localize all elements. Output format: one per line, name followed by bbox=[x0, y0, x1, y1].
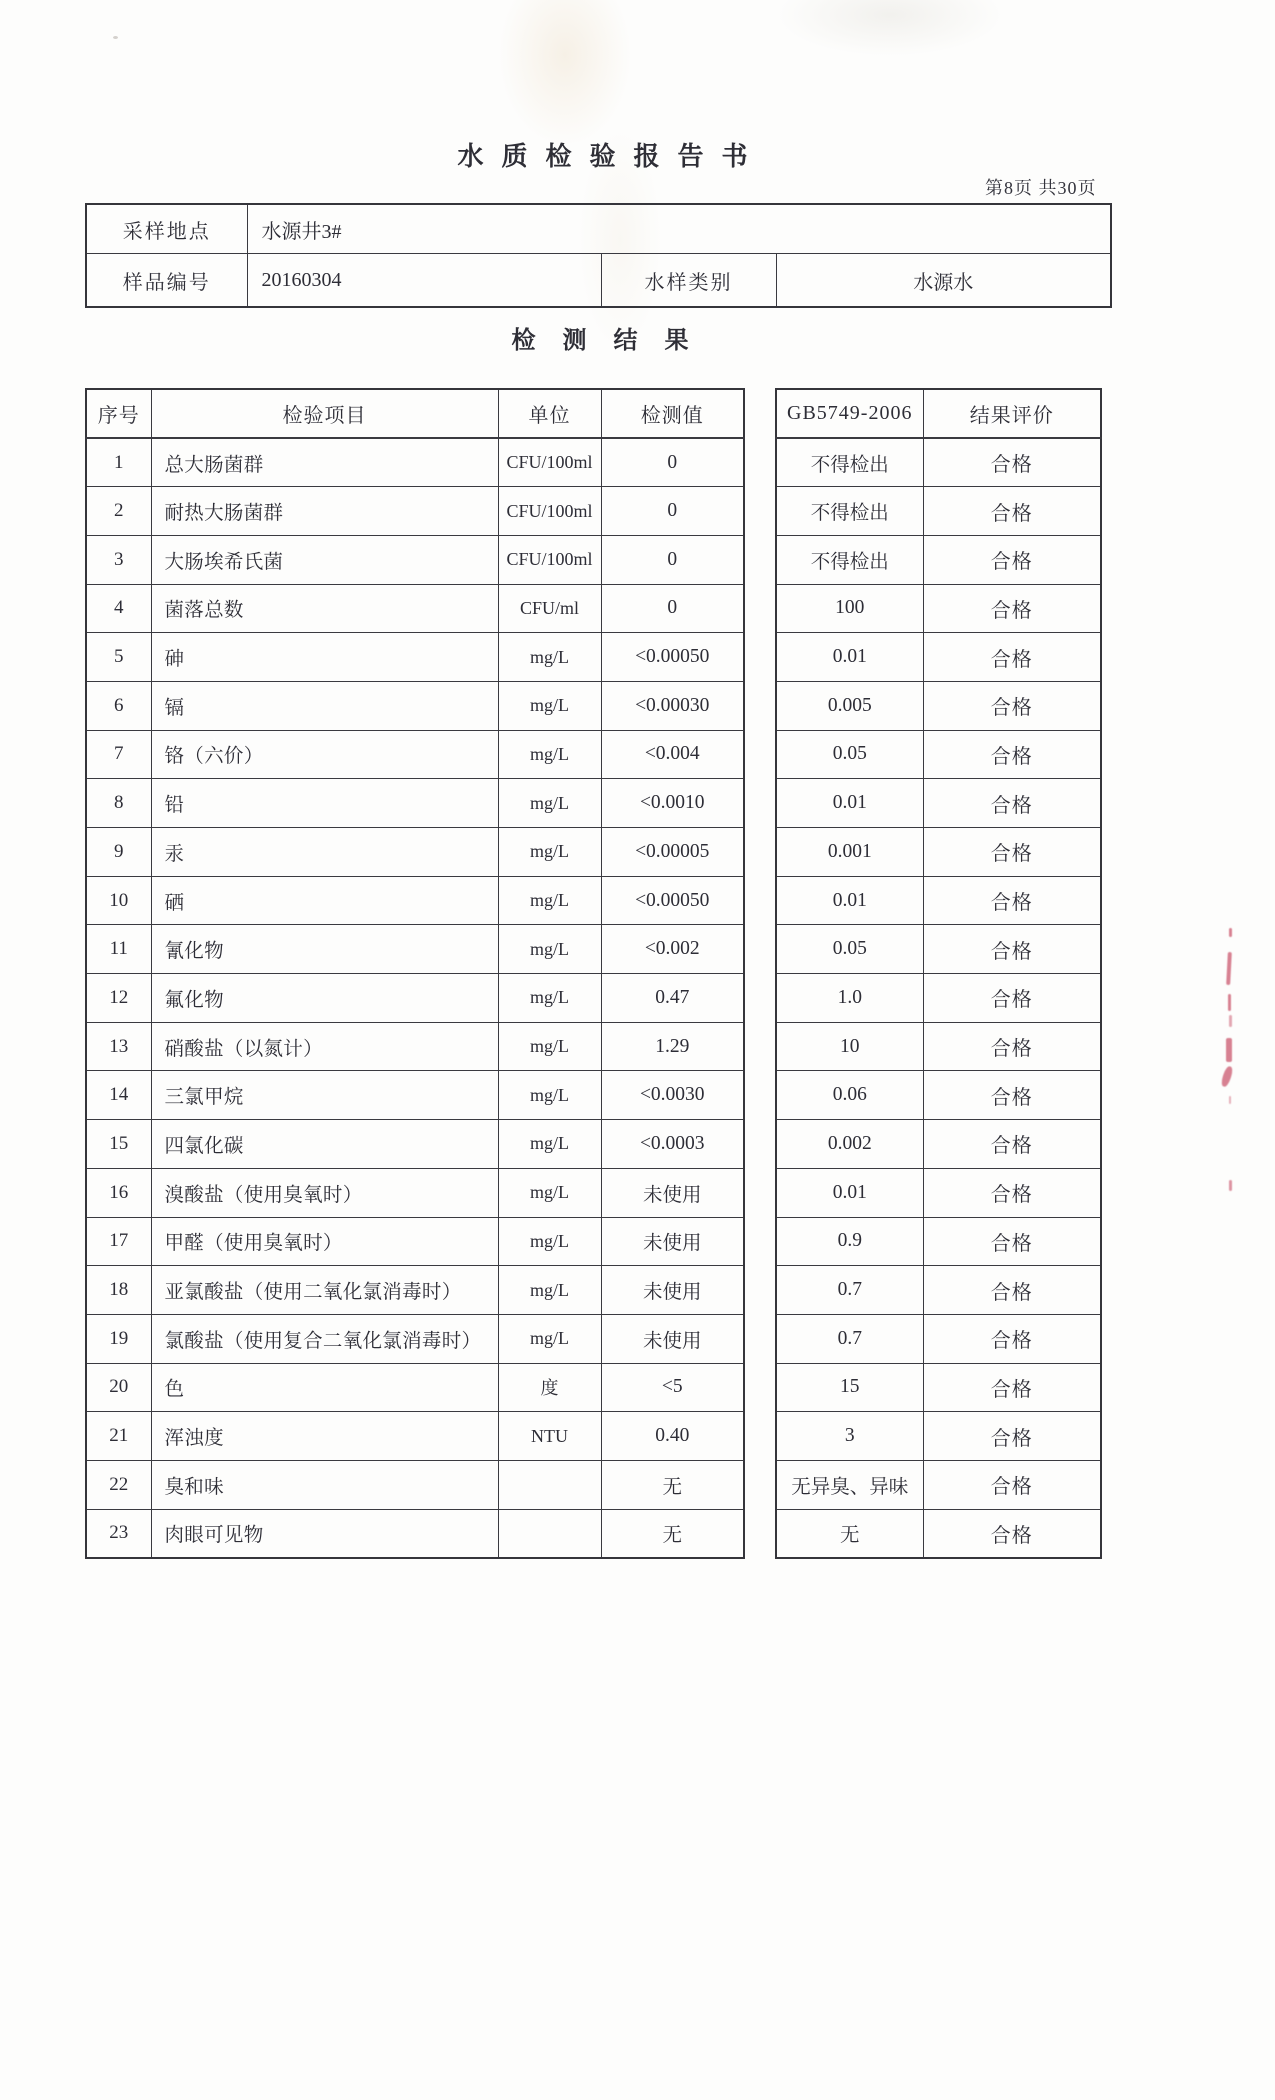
cell-standard: 0.05 bbox=[776, 730, 923, 779]
cell-value: 0 bbox=[601, 584, 744, 633]
cell-no: 20 bbox=[86, 1363, 151, 1412]
cell-unit: 度 bbox=[498, 1363, 601, 1412]
cell-evaluation: 合格 bbox=[923, 1412, 1101, 1461]
cell-value: <0.004 bbox=[601, 730, 744, 779]
cell-value: 未使用 bbox=[601, 1314, 744, 1363]
cell-evaluation: 合格 bbox=[923, 876, 1101, 925]
cell-standard: 1.0 bbox=[776, 974, 923, 1023]
table-row bbox=[776, 633, 1101, 682]
table-row bbox=[776, 1266, 1101, 1315]
column-header-unit: 单位 bbox=[498, 389, 601, 438]
cell-item: 总大肠菌群 bbox=[151, 438, 498, 487]
table-row bbox=[776, 779, 1101, 828]
table-row bbox=[776, 1314, 1101, 1363]
page-title: 水质检验报告书 bbox=[457, 142, 766, 171]
cell-evaluation: 合格 bbox=[923, 1217, 1101, 1266]
table-row bbox=[776, 1363, 1101, 1412]
cell-value: <0.00005 bbox=[601, 828, 744, 877]
table-row bbox=[776, 974, 1101, 1023]
table-row bbox=[86, 204, 1111, 254]
cell-value: 0 bbox=[601, 438, 744, 487]
cell-item: 三氯甲烷 bbox=[151, 1071, 498, 1120]
cell-standard: 0.005 bbox=[776, 681, 923, 730]
cell-item: 砷 bbox=[151, 633, 498, 682]
cell-unit: CFU/100ml bbox=[498, 438, 601, 487]
column-header-item: 检验项目 bbox=[151, 389, 498, 438]
results-body-right bbox=[776, 438, 1101, 1558]
cell-unit: mg/L bbox=[498, 1022, 601, 1071]
cell-item: 亚氯酸盐（使用二氧化氯消毒时） bbox=[151, 1266, 498, 1315]
cell-value: 0 bbox=[601, 487, 744, 536]
table-row bbox=[86, 1168, 744, 1217]
cell-value: 0.47 bbox=[601, 974, 744, 1023]
table-row bbox=[776, 438, 1101, 487]
cell-item: 肉眼可见物 bbox=[151, 1509, 498, 1558]
red-ink-artifact bbox=[1220, 1065, 1234, 1087]
cell-standard: 100 bbox=[776, 584, 923, 633]
cell-value: <0.0030 bbox=[601, 1071, 744, 1120]
results-table-left bbox=[85, 388, 745, 1559]
cell-unit: mg/L bbox=[498, 828, 601, 877]
cell-item: 臭和味 bbox=[151, 1460, 498, 1509]
cell-standard: 不得检出 bbox=[776, 535, 923, 584]
table-row bbox=[86, 1266, 744, 1315]
table-row bbox=[776, 535, 1101, 584]
cell-value: 未使用 bbox=[601, 1217, 744, 1266]
table-row bbox=[86, 1120, 744, 1169]
cell-no: 19 bbox=[86, 1314, 151, 1363]
cell-evaluation: 合格 bbox=[923, 1022, 1101, 1071]
cell-item: 铬（六价） bbox=[151, 730, 498, 779]
column-header-no: 序号 bbox=[86, 389, 151, 438]
cell-unit: mg/L bbox=[498, 1168, 601, 1217]
cell-item: 溴酸盐（使用臭氧时） bbox=[151, 1168, 498, 1217]
cell-unit: mg/L bbox=[498, 1217, 601, 1266]
cell-evaluation: 合格 bbox=[923, 925, 1101, 974]
cell-value: <0.0010 bbox=[601, 779, 744, 828]
cell-evaluation: 合格 bbox=[923, 1168, 1101, 1217]
table-row bbox=[86, 1022, 744, 1071]
cell-evaluation: 合格 bbox=[923, 1071, 1101, 1120]
cell-no: 11 bbox=[86, 925, 151, 974]
cell-standard: 0.7 bbox=[776, 1314, 923, 1363]
cell-standard: 0.9 bbox=[776, 1217, 923, 1266]
cell-item: 铅 bbox=[151, 779, 498, 828]
table-row bbox=[86, 633, 744, 682]
cell-evaluation: 合格 bbox=[923, 1363, 1101, 1412]
table-row bbox=[776, 828, 1101, 877]
cell-no: 12 bbox=[86, 974, 151, 1023]
cell-evaluation: 合格 bbox=[923, 681, 1101, 730]
page-indicator: 第8页 共30页 bbox=[985, 178, 1097, 198]
cell-standard: 无 bbox=[776, 1509, 923, 1558]
cell-value: <0.00050 bbox=[601, 876, 744, 925]
table-row bbox=[776, 1412, 1101, 1461]
cell-standard: 无异臭、异味 bbox=[776, 1460, 923, 1509]
cell-standard: 0.01 bbox=[776, 876, 923, 925]
cell-unit bbox=[498, 1509, 601, 1558]
cell-no: 15 bbox=[86, 1120, 151, 1169]
cell-evaluation: 合格 bbox=[923, 974, 1101, 1023]
table-row bbox=[776, 487, 1101, 536]
table-row bbox=[776, 730, 1101, 779]
cell-no: 21 bbox=[86, 1412, 151, 1461]
cell-standard: 0.05 bbox=[776, 925, 923, 974]
table-row bbox=[86, 535, 744, 584]
cell-unit: mg/L bbox=[498, 1266, 601, 1315]
sample-number-value: 20160304 bbox=[247, 254, 601, 308]
cell-item: 氟化物 bbox=[151, 974, 498, 1023]
table-row bbox=[86, 779, 744, 828]
cell-unit: mg/L bbox=[498, 876, 601, 925]
cell-item: 四氯化碳 bbox=[151, 1120, 498, 1169]
cell-unit: mg/L bbox=[498, 1071, 601, 1120]
cell-evaluation: 合格 bbox=[923, 487, 1101, 536]
cell-no: 13 bbox=[86, 1022, 151, 1071]
cell-item: 大肠埃希氏菌 bbox=[151, 535, 498, 584]
column-header-evaluation: 结果评价 bbox=[923, 389, 1101, 438]
table-row bbox=[86, 1363, 744, 1412]
water-type-value: 水源水 bbox=[776, 254, 1111, 308]
cell-no: 23 bbox=[86, 1509, 151, 1558]
cell-no: 5 bbox=[86, 633, 151, 682]
cell-unit: mg/L bbox=[498, 1120, 601, 1169]
table-row bbox=[776, 925, 1101, 974]
cell-item: 浑浊度 bbox=[151, 1412, 498, 1461]
sample-info-table bbox=[85, 203, 1112, 308]
cell-unit: CFU/100ml bbox=[498, 535, 601, 584]
table-row bbox=[86, 584, 744, 633]
column-header-value: 检测值 bbox=[601, 389, 744, 438]
table-row bbox=[86, 487, 744, 536]
table-row bbox=[776, 1168, 1101, 1217]
cell-value: <0.002 bbox=[601, 925, 744, 974]
cell-item: 氰化物 bbox=[151, 925, 498, 974]
cell-standard: 0.01 bbox=[776, 779, 923, 828]
cell-unit: mg/L bbox=[498, 730, 601, 779]
cell-evaluation: 合格 bbox=[923, 1266, 1101, 1315]
cell-evaluation: 合格 bbox=[923, 1509, 1101, 1558]
cell-evaluation: 合格 bbox=[923, 1120, 1101, 1169]
cell-no: 16 bbox=[86, 1168, 151, 1217]
cell-no: 14 bbox=[86, 1071, 151, 1120]
cell-item: 甲醛（使用臭氧时） bbox=[151, 1217, 498, 1266]
cell-standard: 0.002 bbox=[776, 1120, 923, 1169]
cell-evaluation: 合格 bbox=[923, 730, 1101, 779]
table-row bbox=[86, 681, 744, 730]
cell-unit: mg/L bbox=[498, 633, 601, 682]
cell-unit: mg/L bbox=[498, 779, 601, 828]
cell-unit bbox=[498, 1460, 601, 1509]
cell-no: 8 bbox=[86, 779, 151, 828]
cell-unit: CFU/100ml bbox=[498, 487, 601, 536]
cell-no: 10 bbox=[86, 876, 151, 925]
sample-number-label: 样品编号 bbox=[86, 254, 247, 308]
cell-item: 硒 bbox=[151, 876, 498, 925]
results-table-right bbox=[775, 388, 1102, 1559]
table-row bbox=[86, 438, 744, 487]
table-row bbox=[776, 876, 1101, 925]
table-header-row bbox=[86, 389, 744, 438]
cell-evaluation: 合格 bbox=[923, 535, 1101, 584]
cell-unit: mg/L bbox=[498, 974, 601, 1023]
cell-unit: mg/L bbox=[498, 681, 601, 730]
cell-no: 18 bbox=[86, 1266, 151, 1315]
cell-standard: 不得检出 bbox=[776, 438, 923, 487]
table-row bbox=[776, 1460, 1101, 1509]
cell-item: 耐热大肠菌群 bbox=[151, 487, 498, 536]
scan-speck bbox=[113, 36, 118, 39]
results-body-left bbox=[86, 438, 744, 1558]
cell-unit: CFU/ml bbox=[498, 584, 601, 633]
table-row bbox=[776, 681, 1101, 730]
cell-value: <0.00030 bbox=[601, 681, 744, 730]
table-row bbox=[776, 1071, 1101, 1120]
cell-evaluation: 合格 bbox=[923, 1460, 1101, 1509]
cell-no: 3 bbox=[86, 535, 151, 584]
sampling-location-value: 水源井3# bbox=[247, 204, 1111, 254]
table-row bbox=[86, 1412, 744, 1461]
cell-unit: mg/L bbox=[498, 1314, 601, 1363]
cell-value: 无 bbox=[601, 1460, 744, 1509]
cell-unit: NTU bbox=[498, 1412, 601, 1461]
table-row bbox=[776, 1509, 1101, 1558]
table-row bbox=[86, 925, 744, 974]
cell-value: 1.29 bbox=[601, 1022, 744, 1071]
table-row bbox=[86, 1314, 744, 1363]
cell-no: 17 bbox=[86, 1217, 151, 1266]
table-row bbox=[776, 1120, 1101, 1169]
table-row bbox=[86, 1071, 744, 1120]
cell-evaluation: 合格 bbox=[923, 779, 1101, 828]
cell-value: <0.0003 bbox=[601, 1120, 744, 1169]
sampling-location-label: 采样地点 bbox=[86, 204, 247, 254]
cell-no: 7 bbox=[86, 730, 151, 779]
table-row bbox=[86, 1460, 744, 1509]
cell-item: 汞 bbox=[151, 828, 498, 877]
table-row bbox=[86, 974, 744, 1023]
cell-item: 色 bbox=[151, 1363, 498, 1412]
cell-value: 未使用 bbox=[601, 1168, 744, 1217]
cell-standard: 0.01 bbox=[776, 633, 923, 682]
table-row bbox=[86, 730, 744, 779]
table-row bbox=[86, 828, 744, 877]
cell-no: 9 bbox=[86, 828, 151, 877]
cell-standard: 10 bbox=[776, 1022, 923, 1071]
cell-item: 氯酸盐（使用复合二氧化氯消毒时） bbox=[151, 1314, 498, 1363]
red-ink-artifact bbox=[1229, 928, 1232, 937]
cell-standard: 3 bbox=[776, 1412, 923, 1461]
cell-item: 硝酸盐（以氮计） bbox=[151, 1022, 498, 1071]
cell-item: 菌落总数 bbox=[151, 584, 498, 633]
table-row bbox=[776, 1217, 1101, 1266]
cell-value: 未使用 bbox=[601, 1266, 744, 1315]
cell-no: 1 bbox=[86, 438, 151, 487]
red-ink-artifact bbox=[1229, 1180, 1232, 1191]
table-row bbox=[776, 1022, 1101, 1071]
cell-standard: 15 bbox=[776, 1363, 923, 1412]
cell-unit: mg/L bbox=[498, 925, 601, 974]
red-ink-artifact bbox=[1228, 994, 1231, 1011]
cell-value: <5 bbox=[601, 1363, 744, 1412]
table-header-row bbox=[776, 389, 1101, 438]
cell-value: 0 bbox=[601, 535, 744, 584]
table-row bbox=[86, 254, 1111, 308]
cell-evaluation: 合格 bbox=[923, 584, 1101, 633]
cell-standard: 0.7 bbox=[776, 1266, 923, 1315]
cell-no: 22 bbox=[86, 1460, 151, 1509]
red-ink-artifact bbox=[1226, 1038, 1232, 1062]
cell-standard: 不得检出 bbox=[776, 487, 923, 536]
column-header-standard: GB5749-2006 bbox=[776, 389, 923, 438]
cell-no: 2 bbox=[86, 487, 151, 536]
table-row bbox=[86, 1217, 744, 1266]
water-type-label: 水样类别 bbox=[601, 254, 776, 308]
cell-evaluation: 合格 bbox=[923, 828, 1101, 877]
cell-evaluation: 合格 bbox=[923, 1314, 1101, 1363]
table-row bbox=[86, 876, 744, 925]
red-ink-artifact bbox=[1229, 1096, 1231, 1104]
cell-evaluation: 合格 bbox=[923, 633, 1101, 682]
cell-value: <0.00050 bbox=[601, 633, 744, 682]
cell-standard: 0.01 bbox=[776, 1168, 923, 1217]
section-title: 检测结果 bbox=[511, 328, 716, 354]
cell-standard: 0.001 bbox=[776, 828, 923, 877]
cell-item: 镉 bbox=[151, 681, 498, 730]
cell-evaluation: 合格 bbox=[923, 438, 1101, 487]
table-row bbox=[776, 584, 1101, 633]
cell-value: 0.40 bbox=[601, 1412, 744, 1461]
cell-no: 4 bbox=[86, 584, 151, 633]
red-ink-artifact bbox=[1229, 1015, 1232, 1027]
cell-no: 6 bbox=[86, 681, 151, 730]
cell-value: 无 bbox=[601, 1509, 744, 1558]
cell-standard: 0.06 bbox=[776, 1071, 923, 1120]
table-row bbox=[86, 1509, 744, 1558]
red-ink-artifact bbox=[1226, 952, 1232, 985]
